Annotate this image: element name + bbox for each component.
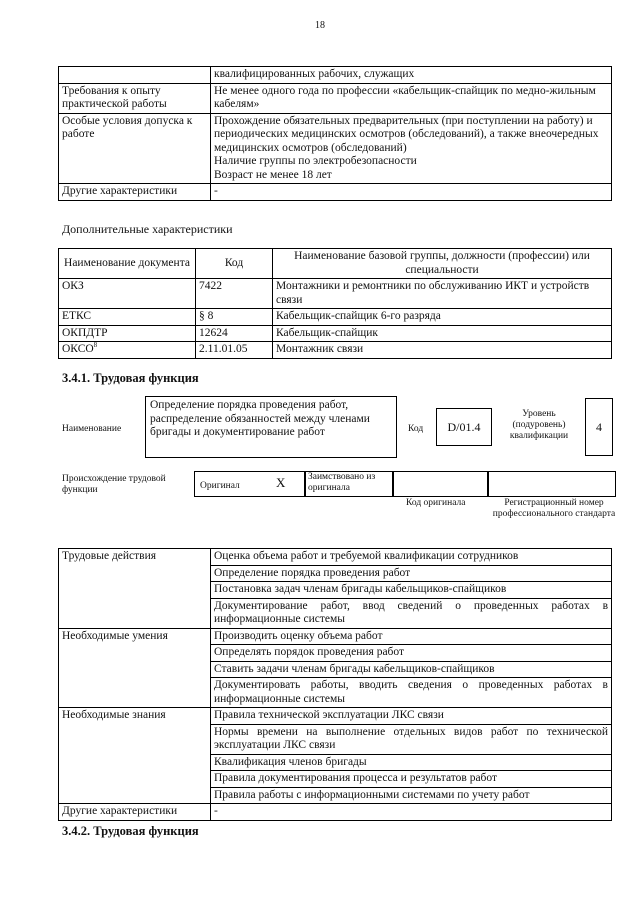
origin-divider	[392, 471, 394, 497]
item-cell: Оценка объема работ и требуемой квалификации сотрудников	[211, 549, 612, 566]
column-header: Наименование документа	[59, 249, 196, 279]
value-line: Наличие группы по электробезопасности	[214, 155, 417, 167]
row-label: Необходимые знания	[59, 708, 211, 804]
additional-characteristics-table	[58, 248, 612, 359]
doc-cell: ОКСО$^8$	[59, 342, 196, 359]
function-name-box: Определение порядка проведения работ, распределение обязанностей между членами бригады и документирование работ	[145, 396, 397, 458]
row-label: Трудовые действия	[59, 549, 211, 629]
item-cell: Квалификация членов бригады	[211, 754, 612, 771]
table-row	[59, 549, 612, 566]
item-cell: Документировать работы, вводить сведения о проведенных работах в информационные системы	[211, 678, 612, 708]
code-cell: § 8	[196, 309, 273, 326]
borrowed-label: Заимствовано из оригинала	[308, 472, 376, 493]
value-line: Возраст не менее 18 лет	[214, 168, 332, 181]
table-header-row	[59, 249, 612, 279]
table-row	[59, 325, 612, 342]
row-value: -	[211, 184, 612, 201]
origin-divider	[487, 471, 489, 497]
value-line: Прохождение обязательных предварительных (при поступлении на работу) и периодических медицинских осмотров (обследований), а также внеочередных медицинских осмотров (обследований)	[214, 114, 599, 154]
doc-cell: ЕТКС	[59, 309, 196, 326]
row-value	[211, 113, 612, 184]
table-row	[59, 184, 612, 201]
item-cell: Определять порядок проведения работ	[211, 645, 612, 662]
additional-characteristics-title: Дополнительные характеристики	[62, 222, 233, 236]
row-value: квалифицированных рабочих, служащих	[211, 67, 612, 84]
name-label: Наименование	[62, 424, 122, 434]
level-label: Уровень (подуровень) квалификации	[509, 409, 569, 441]
origin-row	[194, 471, 616, 497]
table-row	[59, 342, 612, 359]
origin-label: Происхождение трудовой функции	[62, 474, 166, 495]
row-label: Особые условия допуска к работе	[59, 113, 211, 184]
origin-divider	[304, 471, 306, 497]
section-title: 3.4.2. Трудовая функция	[62, 824, 199, 838]
row-label: Другие характеристики	[59, 804, 211, 821]
row-value: Не менее одного года по профессии «кабельщик-спайщик по медно-жильным кабелям»	[211, 83, 612, 113]
item-cell: Нормы времени на выполнение отдельных видов работ по технической эксплуатации ЛКС связи	[211, 724, 612, 754]
column-header: Наименование базовой группы, должности (профессии) или специальности	[273, 249, 612, 279]
item-cell: Ставить задачи членам бригады кабельщиков-спайщиков	[211, 661, 612, 678]
item-cell: Постановка задач членам бригады кабельщиков-спайщиков	[211, 582, 612, 599]
item-cell: Определение порядка проведения работ	[211, 565, 612, 582]
doc-cell: ОКЗ	[59, 279, 196, 309]
item-cell: Производить оценку объема работ	[211, 628, 612, 645]
row-label: Другие характеристики	[59, 184, 211, 201]
code-cell: 2.11.01.05	[196, 342, 273, 359]
item-cell: -	[211, 804, 612, 821]
code-box: D/01.4	[436, 408, 492, 446]
table-row	[59, 67, 612, 84]
labor-functions-table	[58, 548, 612, 821]
table-row	[59, 804, 612, 821]
name-cell: Монтажники и ремонтники по обслуживанию ИКТ и устройств связи	[273, 279, 612, 309]
level-box: 4	[585, 398, 613, 456]
item-cell: Правила технической эксплуатации ЛКС связи	[211, 708, 612, 725]
table-row	[59, 83, 612, 113]
name-cell: Монтажник связи	[273, 342, 612, 359]
code-cell: 7422	[196, 279, 273, 309]
code-label: Код	[408, 424, 424, 434]
table-row	[59, 279, 612, 309]
item-cell: Документирование работ, ввод сведений о проведенных работах в информационные системы	[211, 598, 612, 628]
table-row	[59, 708, 612, 725]
reg-number-label: Регистрационный номер профессионального стандарта	[492, 498, 616, 519]
qualification-requirements-table	[58, 66, 612, 201]
name-cell: Кабельщик-спайщик	[273, 325, 612, 342]
name-cell: Кабельщик-спайщик 6-го разряда	[273, 309, 612, 326]
row-label: Требования к опыту практической работы	[59, 83, 211, 113]
table-row	[59, 309, 612, 326]
item-cell: Правила документирования процесса и результатов работ	[211, 771, 612, 788]
section-title: 3.4.1. Трудовая функция	[62, 371, 199, 385]
original-label: Оригинал	[200, 481, 240, 491]
column-header: Код	[196, 249, 273, 279]
doc-cell: ОКПДТР	[59, 325, 196, 342]
table-row	[59, 113, 612, 184]
page-number: 18	[315, 20, 325, 31]
row-label: Необходимые умения	[59, 628, 211, 708]
table-row	[59, 628, 612, 645]
item-cell: Правила работы с информационными системами по учету работ	[211, 787, 612, 804]
row-label	[59, 67, 211, 84]
original-mark: X	[276, 475, 286, 490]
code-original-label: Код оригинала	[406, 498, 466, 508]
code-cell: 12624	[196, 325, 273, 342]
footnote-ref: 8	[93, 341, 98, 350]
